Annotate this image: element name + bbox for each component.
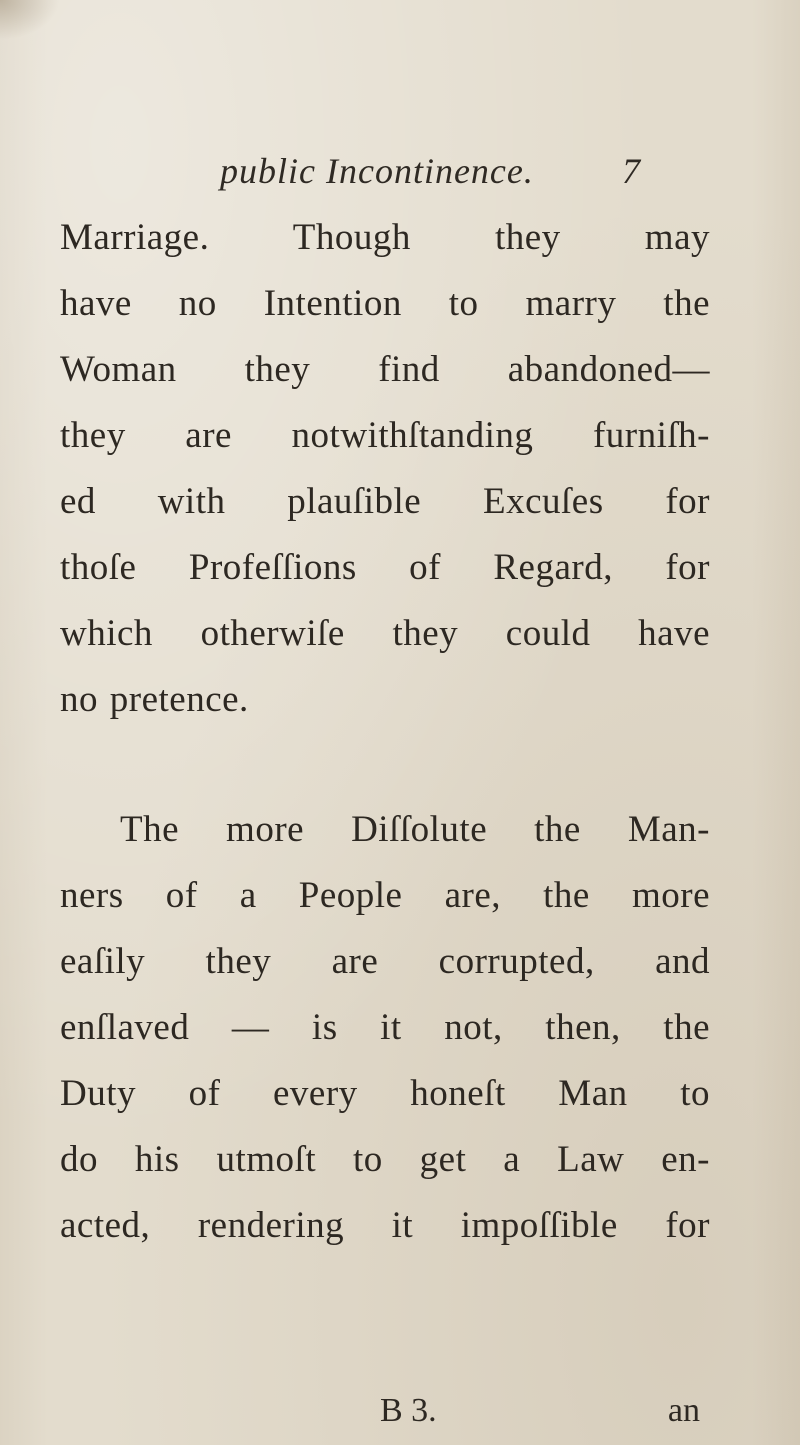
text-line: no pretence. xyxy=(60,679,249,720)
text-line: have no Intention to marry the xyxy=(60,283,710,324)
running-head xyxy=(200,150,640,200)
text-line: ners of a People are, the more xyxy=(60,875,710,916)
page-footer xyxy=(60,1392,700,1442)
text-line: do his utmoſt to get a Law en- xyxy=(60,1139,710,1180)
text-line: enſlaved — is it not, then, the xyxy=(60,1007,710,1048)
page-number: 7 xyxy=(622,151,640,191)
text-line: ed with plauſible Excuſes for xyxy=(60,481,710,522)
text-line: Woman they find abandoned— xyxy=(60,349,710,390)
paragraph-gap xyxy=(60,733,710,797)
text-line: Duty of every honeſt Man to xyxy=(60,1073,710,1114)
text-line: which otherwiſe they could have xyxy=(60,613,710,654)
paragraph-1 xyxy=(60,205,710,733)
paragraph-2 xyxy=(60,797,710,1259)
text-line: they are notwithſtanding furniſh- xyxy=(60,415,710,456)
body-text xyxy=(60,205,710,1259)
signature-mark: B 3. xyxy=(380,1392,437,1429)
text-line: acted, rendering it impoſſible for xyxy=(60,1205,710,1246)
text-line: thoſe Profeſſions of Regard, for xyxy=(60,547,710,588)
text-line: Marriage. Though they may xyxy=(60,217,710,258)
catchword: an xyxy=(667,1392,700,1429)
text-line: The more Diſſolute the Man- xyxy=(120,809,710,850)
page-corner-stain xyxy=(0,0,60,40)
running-title: public Incontinence. xyxy=(220,151,534,191)
text-line: eaſily they are corrupted, and xyxy=(60,941,710,982)
